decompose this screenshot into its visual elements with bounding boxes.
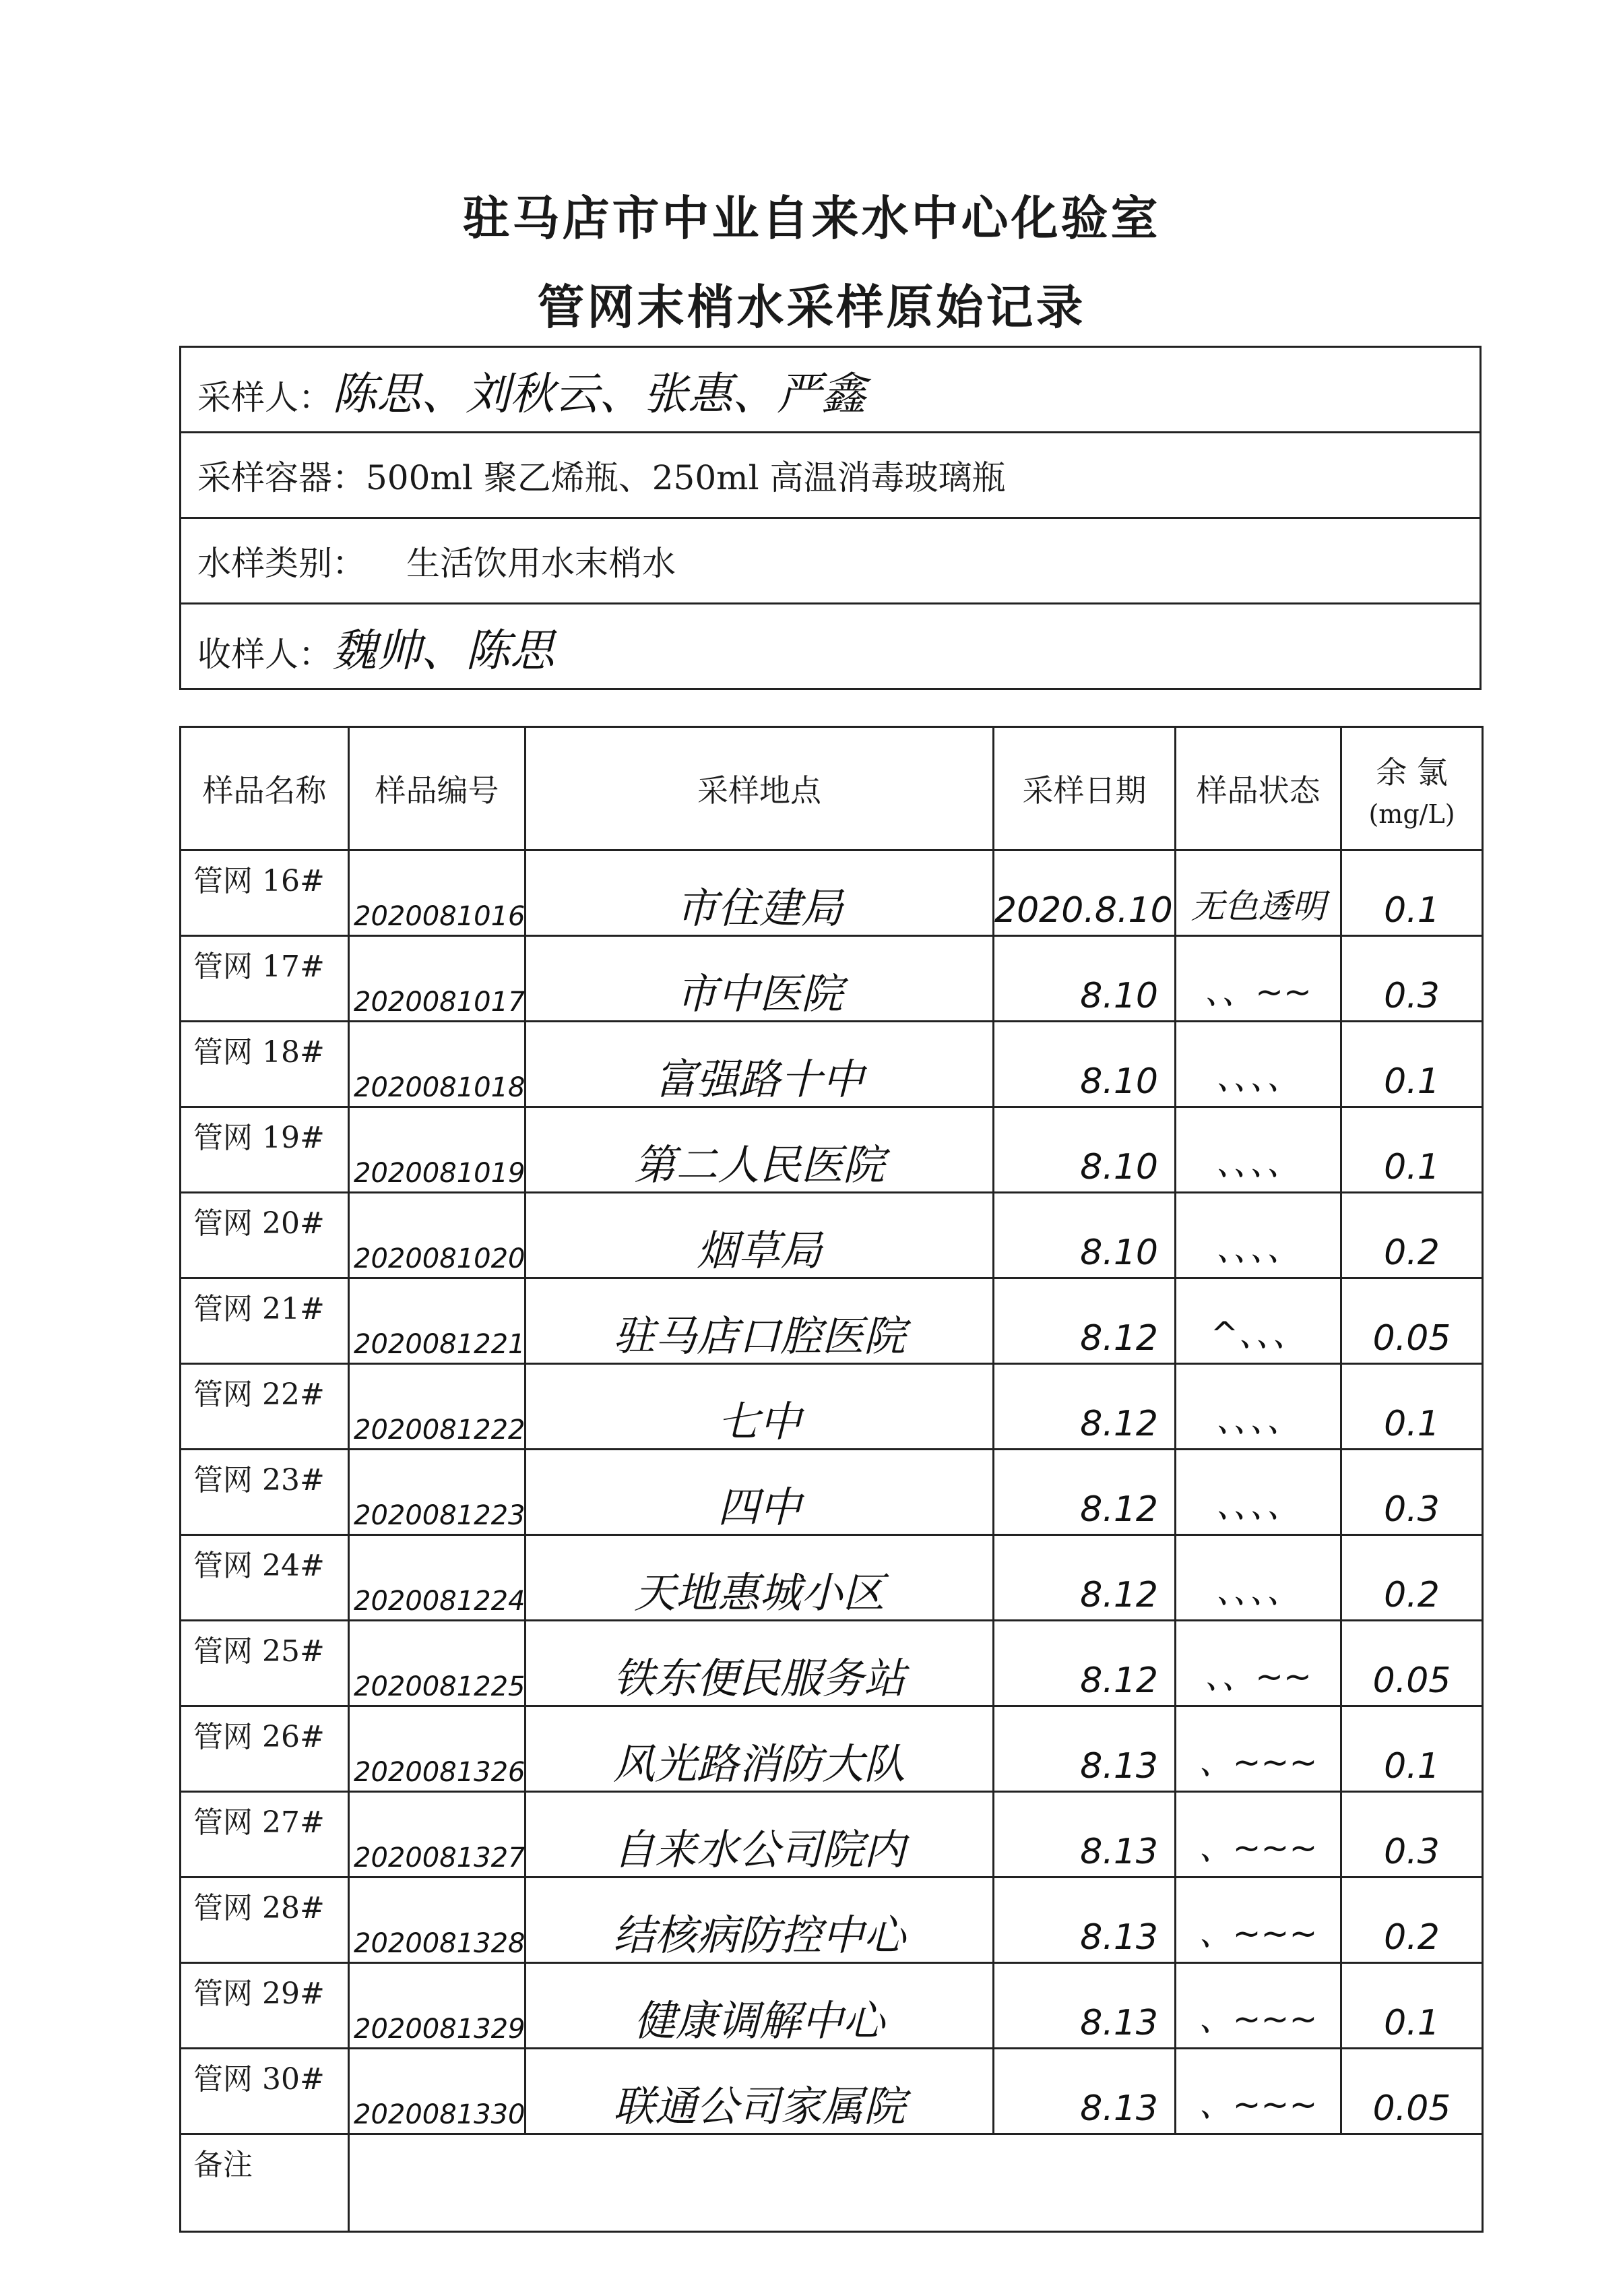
residual-chlorine: 0.3 bbox=[1341, 1450, 1483, 1535]
sample-state: 、~~~ bbox=[1176, 1878, 1341, 1963]
sample-name: 管网 19# bbox=[181, 1107, 349, 1193]
sampling-location: 天地惠城小区 bbox=[526, 1535, 994, 1621]
sample-name: 管网 26# bbox=[181, 1706, 349, 1792]
sample-name: 管网 23# bbox=[181, 1450, 349, 1535]
table-row bbox=[181, 1364, 1483, 1450]
sample-state: 、、、、 bbox=[1176, 1193, 1341, 1278]
sampling-date: 8.12 bbox=[994, 1535, 1176, 1621]
header-sample-code: 样品编号 bbox=[349, 727, 526, 850]
table-row bbox=[181, 1535, 1483, 1621]
table-row bbox=[181, 1621, 1483, 1706]
sample-state: 、、、、 bbox=[1176, 1022, 1341, 1107]
sampling-date: 8.12 bbox=[994, 1278, 1176, 1364]
sampler-value: 陈思、刘秋云、张惠、严鑫 bbox=[332, 367, 866, 420]
sampling-location: 烟草局 bbox=[526, 1193, 994, 1278]
residual-chlorine: 0.1 bbox=[1341, 850, 1483, 936]
sampling-location: 结核病防控中心 bbox=[526, 1878, 994, 1963]
sampler-label: 采样人： bbox=[197, 377, 332, 417]
sampling-date: 8.13 bbox=[994, 1963, 1176, 2049]
sampling-date: 8.10 bbox=[994, 1193, 1176, 1278]
sampling-date: 8.13 bbox=[994, 1706, 1176, 1792]
sample-code: 2020081222 bbox=[349, 1364, 526, 1450]
sample-name: 管网 27# bbox=[181, 1792, 349, 1878]
container-row bbox=[181, 433, 1481, 518]
sample-code: 2020081225 bbox=[349, 1621, 526, 1706]
sampling-date: 8.12 bbox=[994, 1364, 1176, 1450]
receiver-value: 魏帅、陈思 bbox=[332, 624, 554, 677]
sample-state: 、~~~ bbox=[1176, 2049, 1341, 2134]
sampling-location: 自来水公司院内 bbox=[526, 1792, 994, 1878]
sample-code: 2020081330 bbox=[349, 2049, 526, 2134]
sampling-date: 8.13 bbox=[994, 1792, 1176, 1878]
remarks-row bbox=[181, 2134, 1483, 2232]
header-date: 采样日期 bbox=[994, 727, 1176, 850]
sample-code: 2020081221 bbox=[349, 1278, 526, 1364]
remarks-content bbox=[349, 2134, 1483, 2232]
table-row bbox=[181, 1706, 1483, 1792]
receiver-row bbox=[181, 604, 1481, 689]
sample-code: 2020081018 bbox=[349, 1022, 526, 1107]
sampling-location: 七中 bbox=[526, 1364, 994, 1450]
sample-state: 无色透明 bbox=[1176, 850, 1341, 936]
residual-chlorine: 0.05 bbox=[1341, 1278, 1483, 1364]
residual-chlorine: 0.1 bbox=[1341, 1364, 1483, 1450]
residual-chlorine: 0.2 bbox=[1341, 1535, 1483, 1621]
sample-name: 管网 16# bbox=[181, 850, 349, 936]
sample-type-row bbox=[181, 518, 1481, 604]
table-body bbox=[181, 850, 1483, 2232]
table-row bbox=[181, 850, 1483, 936]
sample-state: 、~~~ bbox=[1176, 1792, 1341, 1878]
sample-state: 、、~~ bbox=[1176, 936, 1341, 1022]
sampling-location: 富强路十中 bbox=[526, 1022, 994, 1107]
sample-state: 、、、、 bbox=[1176, 1450, 1341, 1535]
residual-chlorine: 0.1 bbox=[1341, 1963, 1483, 2049]
sample-code: 2020081019 bbox=[349, 1107, 526, 1193]
sampling-date: 8.12 bbox=[994, 1450, 1176, 1535]
sample-state: 、~~~ bbox=[1176, 1706, 1341, 1792]
sample-code: 2020081017 bbox=[349, 936, 526, 1022]
residual-chlorine: 0.1 bbox=[1341, 1706, 1483, 1792]
residual-chlorine: 0.2 bbox=[1341, 1193, 1483, 1278]
sample-name: 管网 21# bbox=[181, 1278, 349, 1364]
header-state: 样品状态 bbox=[1176, 727, 1341, 850]
sampling-location: 市中医院 bbox=[526, 936, 994, 1022]
table-row bbox=[181, 1193, 1483, 1278]
container-value: 500ml 聚乙烯瓶、250ml 高温消毒玻璃瓶 bbox=[366, 458, 1006, 497]
sample-name: 管网 24# bbox=[181, 1535, 349, 1621]
header-sample-name: 样品名称 bbox=[181, 727, 349, 850]
sampling-location: 联通公司家属院 bbox=[526, 2049, 994, 2134]
sample-name: 管网 17# bbox=[181, 936, 349, 1022]
sample-code: 2020081224 bbox=[349, 1535, 526, 1621]
table-row bbox=[181, 1963, 1483, 2049]
sample-name: 管网 25# bbox=[181, 1621, 349, 1706]
sampling-date: 8.13 bbox=[994, 1878, 1176, 1963]
receiver-label: 收样人： bbox=[197, 634, 332, 674]
residual-chlorine: 0.2 bbox=[1341, 1878, 1483, 1963]
sampling-location: 驻马店口腔医院 bbox=[526, 1278, 994, 1364]
sampling-location: 四中 bbox=[526, 1450, 994, 1535]
sampling-date: 8.12 bbox=[994, 1621, 1176, 1706]
sample-name: 管网 20# bbox=[181, 1193, 349, 1278]
sample-code: 2020081327 bbox=[349, 1792, 526, 1878]
table-header-row bbox=[181, 727, 1483, 850]
sampling-date: 2020.8.10 bbox=[994, 850, 1176, 936]
sampling-location: 铁东便民服务站 bbox=[526, 1621, 994, 1706]
sampling-info-table bbox=[179, 346, 1482, 690]
residual-chlorine: 0.1 bbox=[1341, 1107, 1483, 1193]
sample-state: ^、、、 bbox=[1176, 1278, 1341, 1364]
table-row bbox=[181, 1022, 1483, 1107]
sample-type-label: 水样类别： bbox=[197, 544, 366, 583]
sample-state: 、、、、 bbox=[1176, 1364, 1341, 1450]
sample-code: 2020081329 bbox=[349, 1963, 526, 2049]
sample-name: 管网 30# bbox=[181, 2049, 349, 2134]
sample-state: 、~~~ bbox=[1176, 1963, 1341, 2049]
container-label: 采样容器： bbox=[197, 458, 366, 497]
sample-code: 2020081016 bbox=[349, 850, 526, 936]
sampling-date: 8.10 bbox=[994, 1107, 1176, 1193]
table-row bbox=[181, 1792, 1483, 1878]
sample-state: 、、、、 bbox=[1176, 1107, 1341, 1193]
remarks-label: 备注 bbox=[181, 2134, 349, 2232]
header-chlorine-label: 余 氯 bbox=[1376, 754, 1448, 790]
sample-name: 管网 29# bbox=[181, 1963, 349, 2049]
residual-chlorine: 0.05 bbox=[1341, 2049, 1483, 2134]
sample-code: 2020081326 bbox=[349, 1706, 526, 1792]
table-row bbox=[181, 1450, 1483, 1535]
sample-records-table bbox=[179, 726, 1484, 2233]
header-location: 采样地点 bbox=[526, 727, 994, 850]
sample-type-value: 生活饮用水末梢水 bbox=[406, 544, 676, 583]
table-row bbox=[181, 1278, 1483, 1364]
page-title: 驻马店市中业自来水中心化验室 bbox=[462, 191, 1161, 246]
table-row bbox=[181, 1878, 1483, 1963]
sample-code: 2020081020 bbox=[349, 1193, 526, 1278]
sample-code: 2020081223 bbox=[349, 1450, 526, 1535]
residual-chlorine: 0.1 bbox=[1341, 1022, 1483, 1107]
residual-chlorine: 0.05 bbox=[1341, 1621, 1483, 1706]
sample-code: 2020081328 bbox=[349, 1878, 526, 1963]
sample-name: 管网 18# bbox=[181, 1022, 349, 1107]
sampling-location: 市住建局 bbox=[526, 850, 994, 936]
sampling-date: 8.13 bbox=[994, 2049, 1176, 2134]
residual-chlorine: 0.3 bbox=[1341, 936, 1483, 1022]
sampling-location: 风光路消防大队 bbox=[526, 1706, 994, 1792]
sampling-location: 第二人民医院 bbox=[526, 1107, 994, 1193]
header-chlorine-unit: (mg/L) bbox=[1368, 799, 1455, 829]
table-row bbox=[181, 936, 1483, 1022]
sample-state: 、、~~ bbox=[1176, 1621, 1341, 1706]
sampling-date: 8.10 bbox=[994, 936, 1176, 1022]
header-chlorine bbox=[1341, 727, 1483, 850]
sampling-date: 8.10 bbox=[994, 1022, 1176, 1107]
sample-state: 、、、、 bbox=[1176, 1535, 1341, 1621]
page-subtitle: 管网末梢水采样原始记录 bbox=[537, 280, 1086, 335]
table-row bbox=[181, 2049, 1483, 2134]
sample-name: 管网 22# bbox=[181, 1364, 349, 1450]
sampling-location: 健康调解中心 bbox=[526, 1963, 994, 2049]
table-row bbox=[181, 1107, 1483, 1193]
sampler-row bbox=[181, 347, 1481, 433]
sample-name: 管网 28# bbox=[181, 1878, 349, 1963]
residual-chlorine: 0.3 bbox=[1341, 1792, 1483, 1878]
